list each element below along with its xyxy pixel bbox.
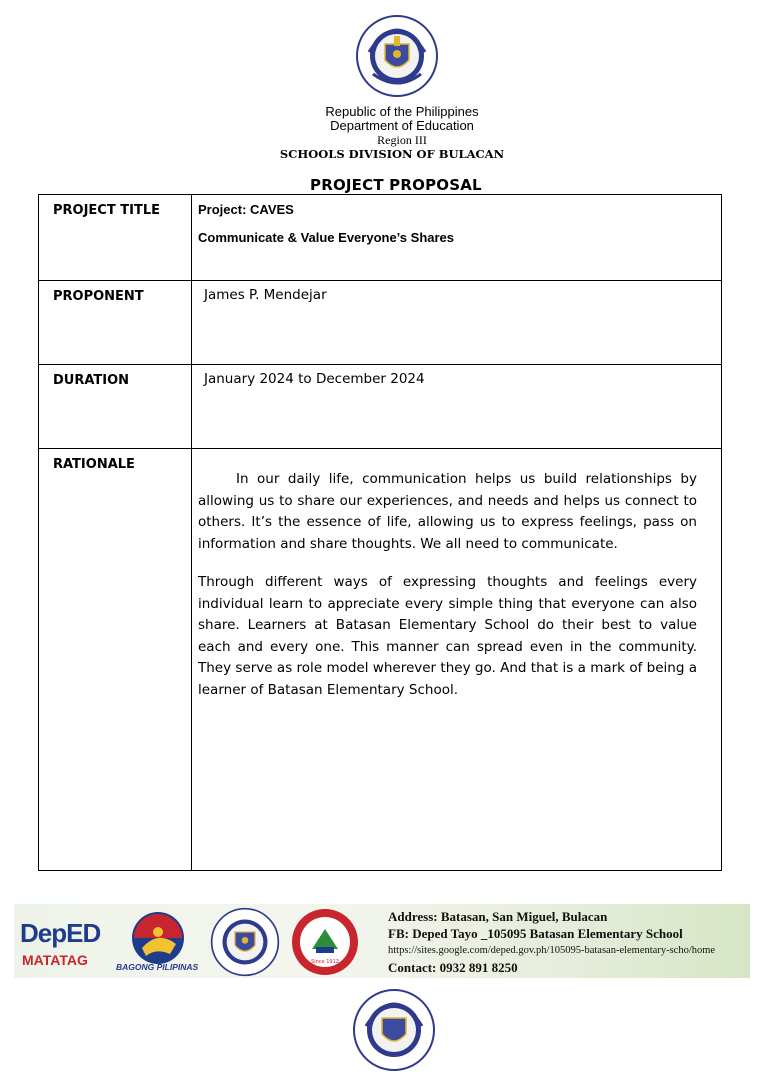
rationale-paragraph-1: In our daily life, communication helps us build relationships by allowing us to share our experiences, and needs and helps us connect to others. It’s the essence of life, allowing us to express feelings, pass on information and share thoughts. We all need to communicate. [198,471,697,552]
school-contact-number: Contact: 0932 891 8250 [388,960,518,975]
rationale-value-cell [192,449,722,871]
project-name: Project: CAVES [198,202,294,217]
table-row-rationale [39,449,722,871]
batasan-school-seal-logo [290,907,360,977]
school-website-link[interactable]: https://sites.google.com/deped.gov.ph/105095-batasan-elementary-scho/home [388,945,716,956]
table-row-proponent [39,281,722,365]
duration-value: January 2024 to December 2024 [204,371,425,387]
school-contact-block [388,908,715,976]
school-address: Address: Batasan, San Miguel, Bulacan [388,909,608,924]
duration-label-cell [39,365,192,449]
table-row-duration [39,365,722,449]
proponent-label-cell [39,281,192,365]
bagong-pilipinas-caption: BAGONG PILIPINAS [116,962,199,972]
proponent-value-cell [192,281,722,365]
proposal-table [38,194,722,871]
department-line: Department of Education [330,118,474,133]
project-title-label-cell [39,195,192,281]
rationale-label: RATIONALE [53,457,135,472]
proponent-label: PROPONENT [53,289,144,304]
project-title-value-cell [192,195,722,281]
school-seal-since: Since 1912 [311,959,339,965]
rationale-paragraph-2: Through different ways of expressing thoughts and feelings every individual learn to appreciate every simple thing that everyone can also share. Learners at Batasan Elementary School do their best to value each and every one. This manner can spread even in the community. They serve as role model wherever they go. And that is a mark of being a learner of Batasan Elementary School. [198,574,697,698]
school-facebook: FB: Deped Tayo _105095 Batasan Elementary School [388,926,683,941]
deped-seal-small-logo [210,907,280,977]
letterhead [0,105,768,161]
duration-label: DURATION [53,373,130,388]
deped-seal-bottom-logo [352,988,436,1072]
deped-wordmark: DepED [20,918,101,948]
rationale-label-cell [39,449,192,871]
proponent-value: James P. Mendejar [204,287,327,303]
region-line: Region III [377,133,427,147]
project-subtitle: Communicate & Value Everyone’s Shares [198,230,455,245]
republic-line: Republic of the Philippines [325,104,479,119]
matatag-wordmark: MATATAG [22,952,88,968]
deped-seal-logo [355,14,439,98]
rationale-body [192,449,721,701]
table-row-project-title [39,195,722,281]
division-line: SCHOOLS DIVISION OF BULACAN [279,147,505,161]
footer-banner [14,904,750,978]
document-title: PROJECT PROPOSAL [310,176,482,194]
duration-value-cell [192,365,722,449]
project-title-label: PROJECT TITLE [53,203,160,218]
deped-matatag-logo [18,914,114,974]
